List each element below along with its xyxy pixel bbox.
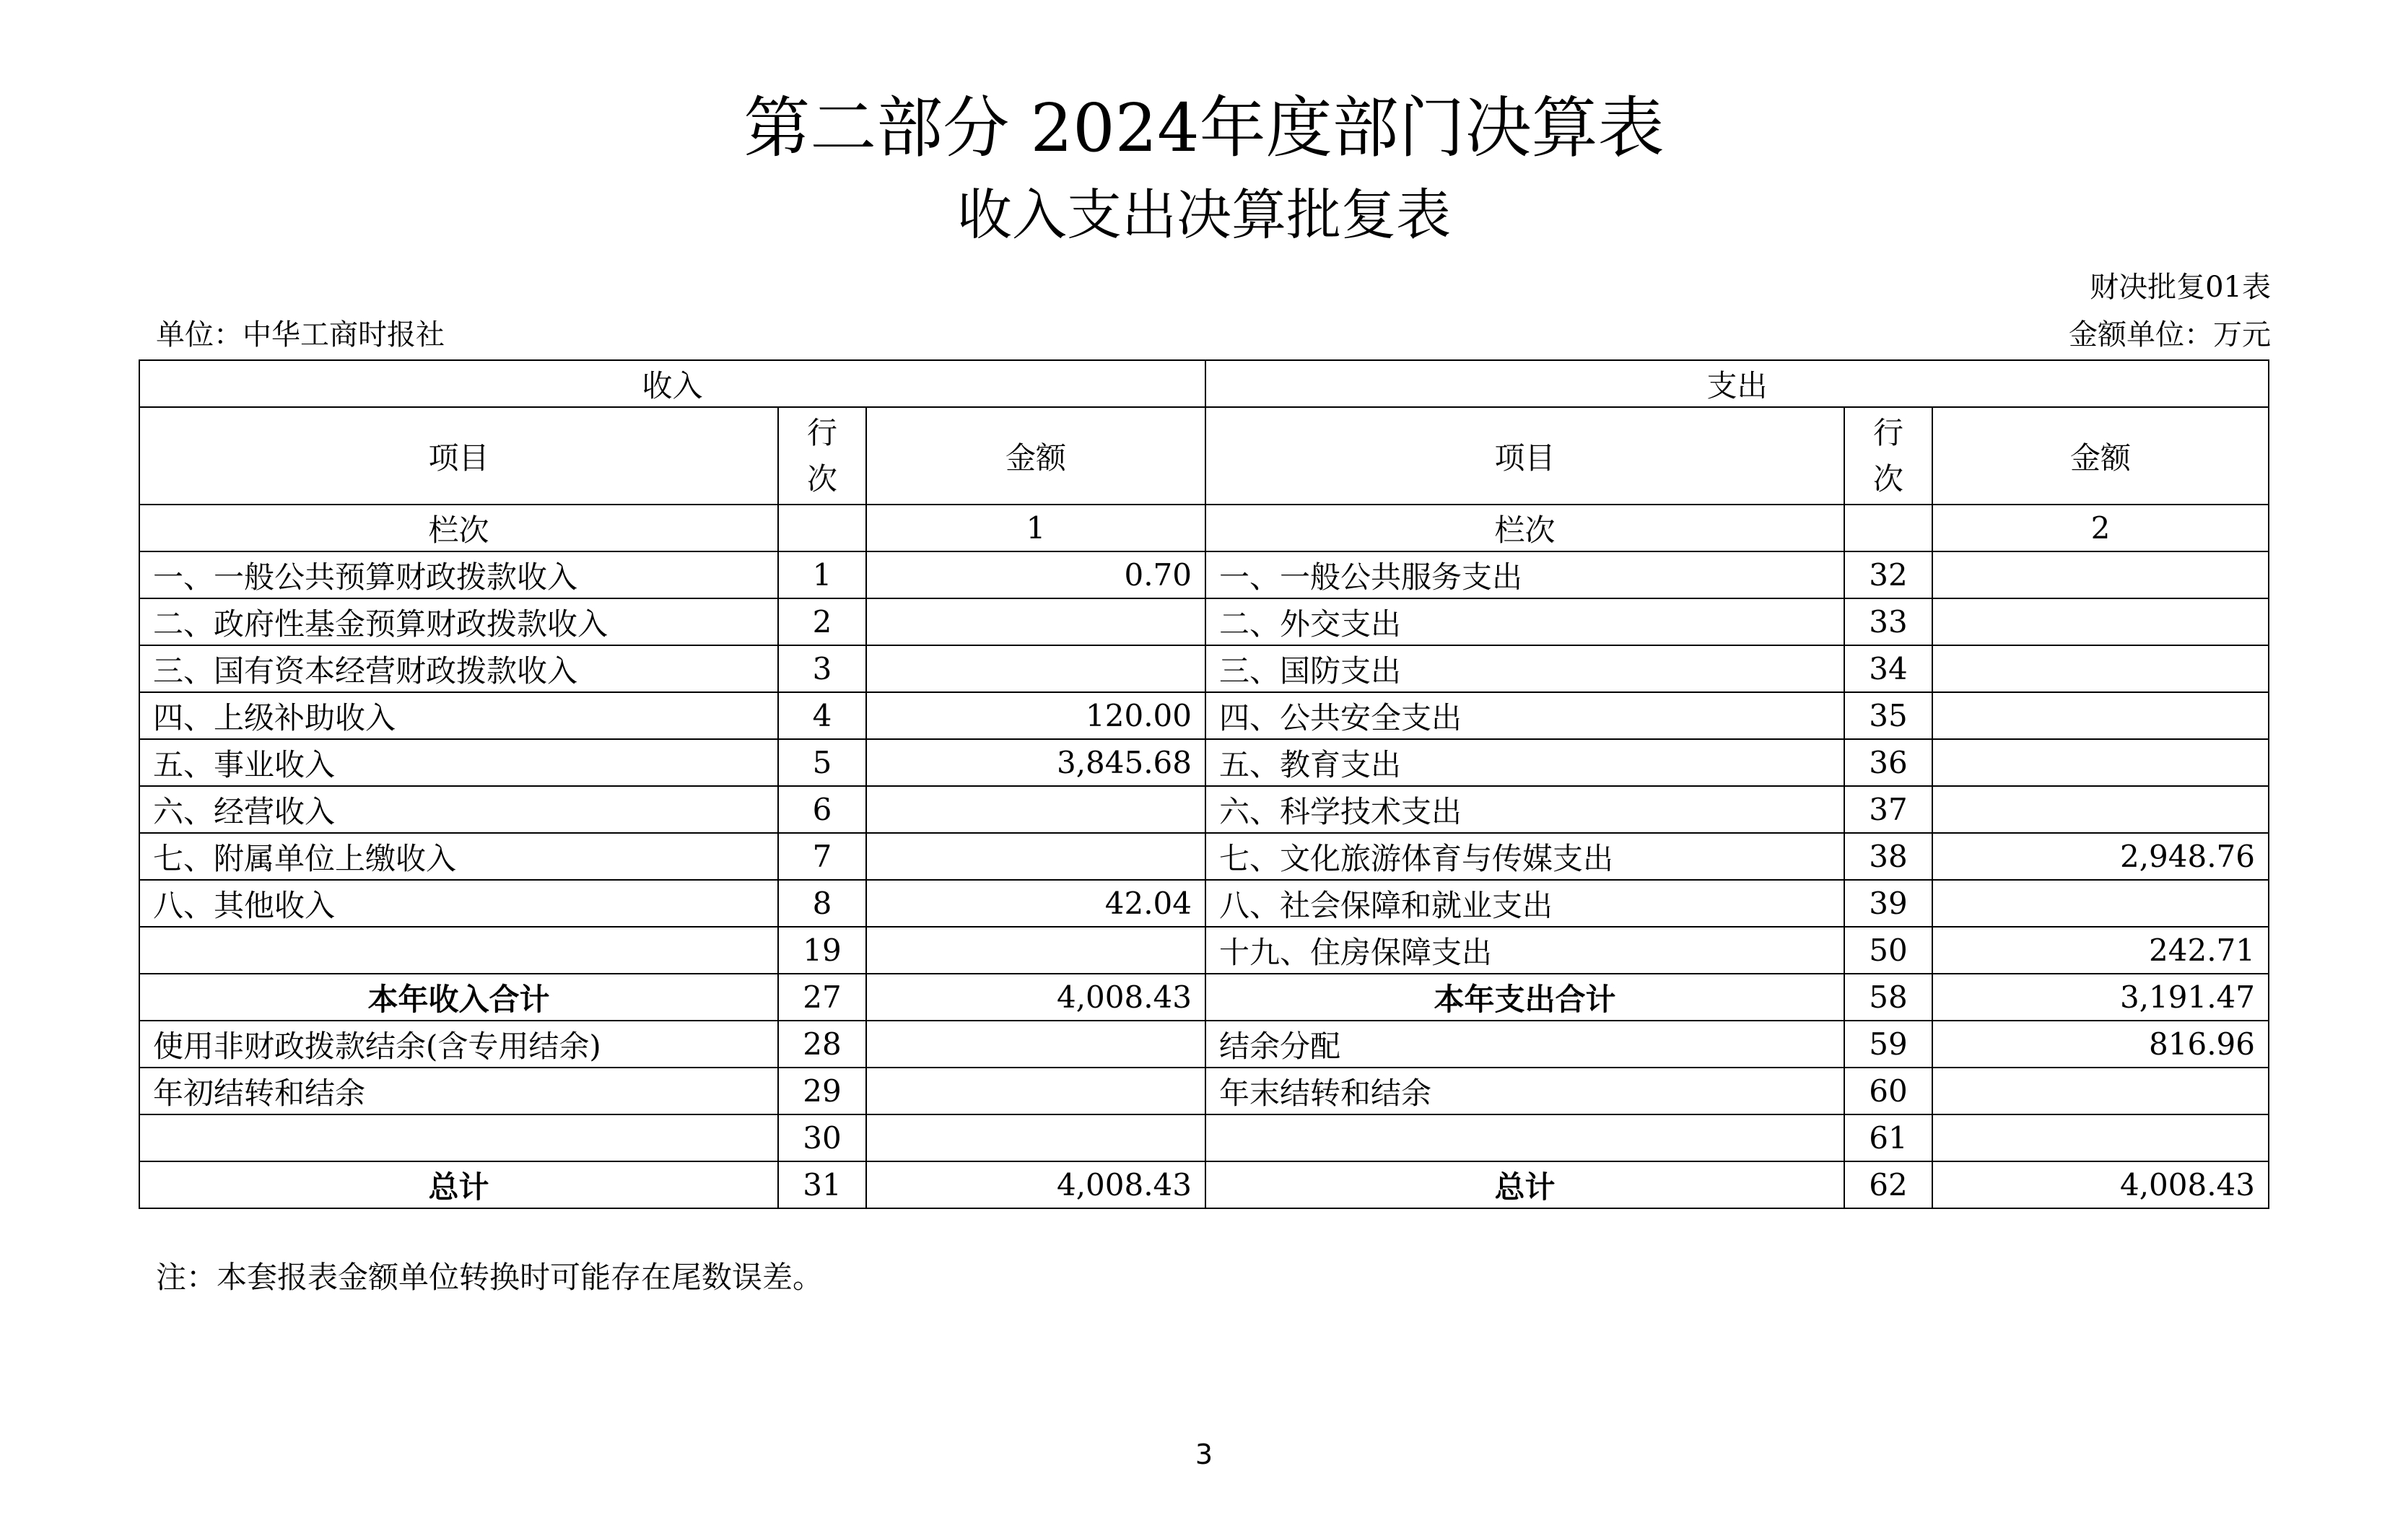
table-row <box>139 739 2269 786</box>
expense-amount-cell: 816.96 <box>1932 1021 2269 1068</box>
income-line-cell: 31 <box>778 1161 866 1208</box>
expense-amount-header: 金额 <box>1932 407 2269 505</box>
expense-line-cell: 32 <box>1844 551 1932 598</box>
income-item-cell: 一、一般公共预算财政拨款收入 <box>139 551 778 598</box>
expense-amount-cell <box>1932 551 2269 598</box>
expense-line-cell: 35 <box>1844 692 1932 739</box>
budget-approval-table <box>139 359 2269 1209</box>
expense-amount-cell: 242.71 <box>1932 927 2269 974</box>
income-section-header: 收入 <box>139 360 1205 407</box>
expense-item-cell: 十九、住房保障支出 <box>1205 927 1844 974</box>
income-item-header: 项目 <box>139 407 778 505</box>
expense-item-cell: 一、一般公共服务支出 <box>1205 551 1844 598</box>
table-row <box>139 1021 2269 1068</box>
income-amount-cell: 4,008.43 <box>866 1161 1205 1208</box>
income-line-cell: 4 <box>778 692 866 739</box>
income-amount-cell <box>866 1068 1205 1114</box>
income-item-cell <box>139 1114 778 1161</box>
income-line-cell: 28 <box>778 1021 866 1068</box>
expense-amount-cell: 2,948.76 <box>1932 833 2269 880</box>
table-body <box>139 360 2269 1208</box>
expense-index-line <box>1844 505 1932 551</box>
expense-amount-cell: 4,008.43 <box>1932 1161 2269 1208</box>
section-header-row <box>139 360 2269 407</box>
income-amount-cell <box>866 1114 1205 1161</box>
column-index-row <box>139 505 2269 551</box>
expense-amount-cell <box>1932 739 2269 786</box>
line-header-char-2: 次 <box>1872 461 1903 497</box>
table-row <box>139 833 2269 880</box>
income-amount-cell: 4,008.43 <box>866 974 1205 1021</box>
income-item-cell: 二、政府性基金预算财政拨款收入 <box>139 598 778 645</box>
income-line-cell: 6 <box>778 786 866 833</box>
expense-line-cell: 36 <box>1844 739 1932 786</box>
expense-item-cell: 结余分配 <box>1205 1021 1844 1068</box>
expense-item-cell: 八、社会保障和就业支出 <box>1205 880 1844 927</box>
expense-line-cell: 61 <box>1844 1114 1932 1161</box>
income-item-cell: 四、上级补助收入 <box>139 692 778 739</box>
income-item-cell: 七、附属单位上缴收入 <box>139 833 778 880</box>
table-row <box>139 551 2269 598</box>
expense-index-number: 2 <box>1932 505 2269 551</box>
expense-line-cell: 39 <box>1844 880 1932 927</box>
expense-item-cell: 六、科学技术支出 <box>1205 786 1844 833</box>
expense-line-cell: 62 <box>1844 1161 1932 1208</box>
income-amount-header: 金额 <box>866 407 1205 505</box>
income-line-cell: 3 <box>778 645 866 692</box>
expense-item-cell: 本年支出合计 <box>1205 974 1844 1021</box>
expense-item-cell: 二、外交支出 <box>1205 598 1844 645</box>
income-amount-cell <box>866 927 1205 974</box>
income-index-label: 栏次 <box>139 505 778 551</box>
expense-item-cell: 五、教育支出 <box>1205 739 1844 786</box>
line-header-char-2: 次 <box>806 461 837 497</box>
income-amount-cell <box>866 598 1205 645</box>
expense-amount-cell <box>1932 786 2269 833</box>
table-row <box>139 786 2269 833</box>
income-index-line <box>778 505 866 551</box>
table-row <box>139 645 2269 692</box>
expense-amount-cell: 3,191.47 <box>1932 974 2269 1021</box>
expense-line-cell: 34 <box>1844 645 1932 692</box>
document-title: 第二部分 2024年度部门决算表 <box>743 90 1665 167</box>
income-amount-cell <box>866 645 1205 692</box>
expense-line-cell: 50 <box>1844 927 1932 974</box>
table-row <box>139 974 2269 1021</box>
table-row <box>139 927 2269 974</box>
table-row <box>139 1161 2269 1208</box>
table-row <box>139 880 2269 927</box>
income-line-cell: 27 <box>778 974 866 1021</box>
income-line-cell: 5 <box>778 739 866 786</box>
line-header-char-1: 行 <box>1872 414 1903 450</box>
expense-item-header: 项目 <box>1205 407 1844 505</box>
column-header-row <box>139 407 2269 505</box>
income-item-cell: 八、其他收入 <box>139 880 778 927</box>
document-subtitle: 收入支出决算批复表 <box>957 183 1451 247</box>
income-amount-cell: 3,845.68 <box>866 739 1205 786</box>
expense-amount-cell <box>1932 692 2269 739</box>
expense-item-cell: 总计 <box>1205 1161 1844 1208</box>
table-row <box>139 1114 2269 1161</box>
currency-unit-label: 金额单位：万元 <box>2069 318 2271 352</box>
income-line-cell: 2 <box>778 598 866 645</box>
income-item-cell: 六、经营收入 <box>139 786 778 833</box>
income-amount-cell: 42.04 <box>866 880 1205 927</box>
income-line-cell: 29 <box>778 1068 866 1114</box>
expense-section-header: 支出 <box>1205 360 2269 407</box>
income-amount-cell: 0.70 <box>866 551 1205 598</box>
expense-item-cell <box>1205 1114 1844 1161</box>
income-line-cell: 19 <box>778 927 866 974</box>
expense-amount-cell <box>1932 1068 2269 1114</box>
expense-item-cell: 七、文化旅游体育与传媒支出 <box>1205 833 1844 880</box>
income-item-cell: 年初结转和结余 <box>139 1068 778 1114</box>
income-item-cell: 三、国有资本经营财政拨款收入 <box>139 645 778 692</box>
income-amount-cell <box>866 1021 1205 1068</box>
expense-item-cell: 四、公共安全支出 <box>1205 692 1844 739</box>
income-line-cell: 7 <box>778 833 866 880</box>
expense-line-cell: 58 <box>1844 974 1932 1021</box>
table-row <box>139 692 2269 739</box>
income-line-header <box>778 407 866 505</box>
expense-amount-cell <box>1932 598 2269 645</box>
expense-line-cell: 60 <box>1844 1068 1932 1114</box>
income-amount-cell: 120.00 <box>866 692 1205 739</box>
income-item-cell <box>139 927 778 974</box>
income-line-cell: 30 <box>778 1114 866 1161</box>
income-item-cell: 使用非财政拨款结余(含专用结余) <box>139 1021 778 1068</box>
expense-line-cell: 38 <box>1844 833 1932 880</box>
expense-item-cell: 三、国防支出 <box>1205 645 1844 692</box>
unit-label: 单位：中华工商时报社 <box>156 318 445 352</box>
income-amount-cell <box>866 786 1205 833</box>
table-row <box>139 1068 2269 1114</box>
expense-line-header <box>1844 407 1932 505</box>
footnote: 注：本套报表金额单位转换时可能存在尾数误差。 <box>156 1260 824 1295</box>
expense-line-cell: 33 <box>1844 598 1932 645</box>
expense-line-cell: 59 <box>1844 1021 1932 1068</box>
expense-index-label: 栏次 <box>1205 505 1844 551</box>
income-item-cell: 总计 <box>139 1161 778 1208</box>
expense-line-cell: 37 <box>1844 786 1932 833</box>
expense-amount-cell <box>1932 880 2269 927</box>
income-amount-cell <box>866 833 1205 880</box>
form-code: 财决批复01表 <box>2090 271 2271 304</box>
table-row <box>139 598 2269 645</box>
income-line-cell: 1 <box>778 551 866 598</box>
page-number: 3 <box>1195 1439 1213 1470</box>
line-header-char-1: 行 <box>806 414 837 450</box>
income-line-cell: 8 <box>778 880 866 927</box>
expense-amount-cell <box>1932 645 2269 692</box>
income-item-cell: 五、事业收入 <box>139 739 778 786</box>
income-index-number: 1 <box>866 505 1205 551</box>
expense-amount-cell <box>1932 1114 2269 1161</box>
income-item-cell: 本年收入合计 <box>139 974 778 1021</box>
expense-item-cell: 年末结转和结余 <box>1205 1068 1844 1114</box>
